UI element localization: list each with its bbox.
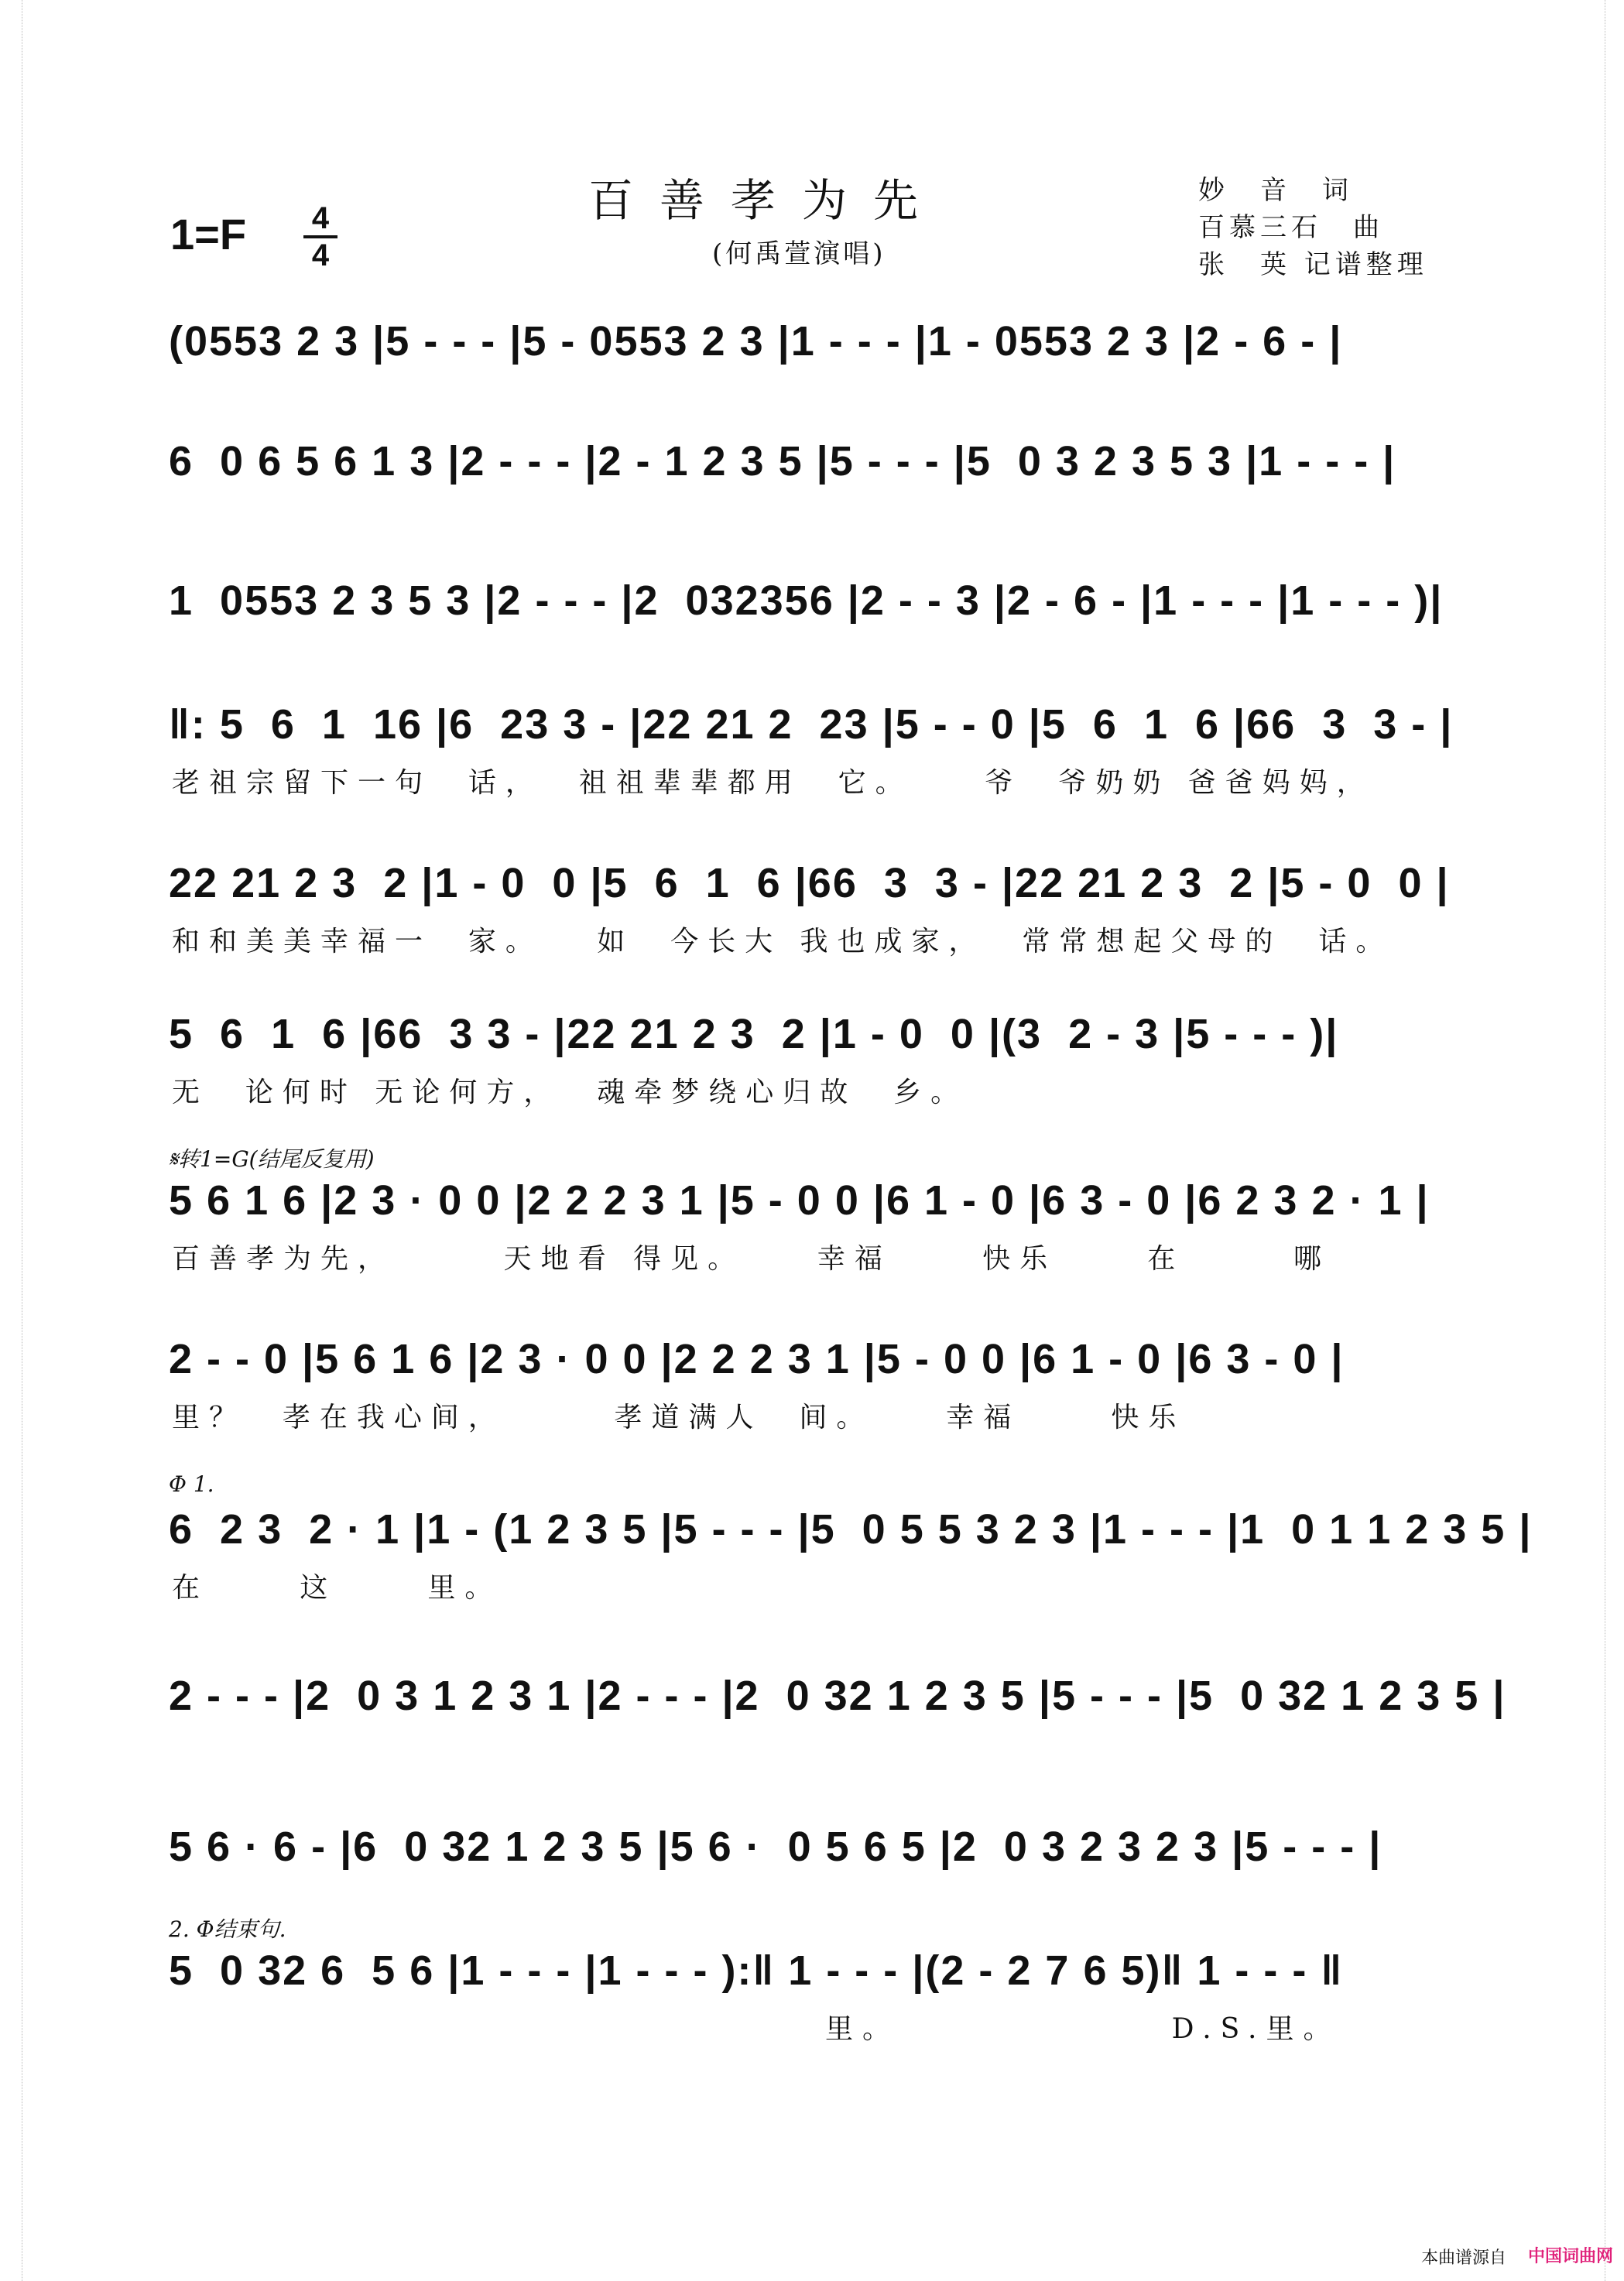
score-mark: 𝄋转1=G(结尾反复用)	[169, 1146, 375, 1172]
left-margin-strip	[0, 0, 22, 2281]
notation-text: 5 6 · 6 - |6 0 32 1 2 3 5 |5 6 · 0 5 6 5 |2 0 3 2 3 2 3 |5 - - - |	[169, 1824, 1382, 1870]
lyrics-text: 百善孝为先， 天地看 得见。 幸福 快乐 在 哪	[172, 1243, 1331, 1275]
composer-credit: 百慕三石 曲	[1198, 212, 1384, 243]
notation-text: 5 0 32 6 5 6 |1 - - - |1 - - - ):‖ 1 - - - |(2 - 2 7 6 5)‖ 1 - - - ‖	[169, 1947, 1344, 1994]
lyrics-text: 老祖宗留下一句 话， 祖祖辈辈都用 它。 爷 爷奶奶 爸爸妈妈，	[172, 767, 1374, 799]
transcriber-credit: 张 英 记谱整理	[1198, 249, 1428, 280]
lyricist-credit: 妙 音 词	[1198, 175, 1353, 206]
lyrics-text: 无 论何时 无论何方， 魂牵梦绕心归故 乡。	[172, 1077, 968, 1108]
score-line	[169, 317, 1461, 410]
footer-source: 本曲谱源自	[1420, 2248, 1506, 2268]
time-sig-bottom: 4	[311, 238, 330, 272]
score-line	[169, 1146, 1461, 1275]
song-title: 百善孝为先	[588, 174, 945, 227]
lyrics-text: 里？ 孝在我心间， 孝道满人 间。 幸福 快乐	[172, 1402, 1186, 1433]
notation-text: (0553 2 3 |5 - - - |5 - 0553 2 3 |1 - - - |1 - 0553 2 3 |2 - 6 - |	[169, 318, 1343, 365]
notation-text: 2 - - 0 |5 6 1 6 |2 3 · 0 0 |2 2 2 3 1 |5 - 0 0 |6 1 - 0 |6 3 - 0 |	[169, 1336, 1345, 1382]
notation-text: 5 6 1 6 |2 3 · 0 0 |2 2 2 3 1 |5 - 0 0 |6 1 - 0 |6 3 - 0 |6 2 3 2 · 1 |	[169, 1177, 1430, 1224]
score-mark: Φ 1.	[169, 1471, 214, 1497]
lyrics-text: 里。 D.S.里。	[172, 2013, 1341, 2045]
score-line	[169, 1471, 1533, 1604]
time-signature	[303, 203, 337, 271]
notation-text: 6 0 6 5 6 1 3 |2 - - - |2 - 1 2 3 5 |5 - - - |5 0 3 2 3 5 3 |1 - - - |	[169, 438, 1396, 485]
score-line	[169, 700, 1461, 799]
score-line	[169, 577, 1461, 670]
score-mark: 2. Φ结束句.	[169, 1916, 286, 1942]
score-line	[169, 1672, 1506, 1765]
singer-credit: (何禹萱演唱)	[712, 238, 886, 269]
lyrics-text: 在 这 里。	[172, 1572, 502, 1604]
lyrics-text: 和和美美幸福一 家。 如 今长大 我也成家， 常常想起父母的 话。	[172, 926, 1393, 957]
key-signature: 1=F	[170, 210, 247, 259]
score-line	[169, 1010, 1461, 1108]
score-line	[169, 437, 1461, 530]
notation-text: 1 0553 2 3 5 3 |2 - - - |2 032356 |2 - - 3 |2 - 6 - |1 - - - |1 - - - )|	[169, 577, 1444, 624]
notation-text: ‖: 5 6 1 16 |6 23 3 - |22 21 2 23 |5 - - 0 |5 6 1 6 |66 3 3 - |	[169, 701, 1454, 748]
score-line	[169, 859, 1461, 957]
notation-text: 5 6 1 6 |66 3 3 - |22 21 2 3 2 |1 - 0 0 |(3 2 - 3 |5 - - - )|	[169, 1011, 1339, 1057]
notation-text: 2 - - - |2 0 3 1 2 3 1 |2 - - - |2 0 32 1 2 3 5 |5 - - - |5 0 32 1 2 3 5 |	[169, 1673, 1506, 1719]
footer-site: 中国词曲网	[1527, 2247, 1613, 2266]
notation-text: 22 21 2 3 2 |1 - 0 0 |5 6 1 6 |66 3 3 - |22 21 2 3 2 |5 - 0 0 |	[169, 860, 1450, 906]
score-line	[169, 1823, 1461, 1916]
time-sig-top: 4	[311, 201, 330, 235]
right-margin-strip	[1605, 0, 1624, 2281]
score-line	[169, 1916, 1461, 2045]
notation-text: 6 2 3 2 · 1 |1 - (1 2 3 5 |5 - - - |5 0 5 5 3 2 3 |1 - - - |1 0 1 1 2 3 5 |	[169, 1506, 1533, 1553]
score-line	[169, 1335, 1461, 1433]
